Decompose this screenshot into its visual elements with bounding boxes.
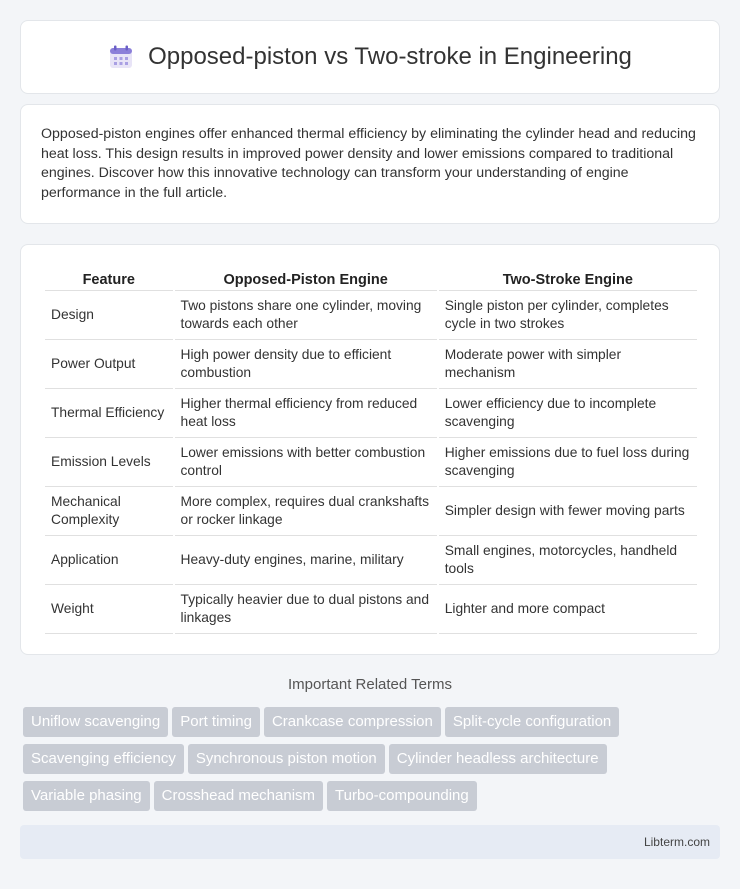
two-stroke-cell: Lighter and more compact (439, 585, 697, 634)
related-term-tag[interactable]: Synchronous piston motion (188, 744, 385, 774)
related-term-tag[interactable]: Turbo-compounding (327, 781, 477, 811)
feature-cell: Application (45, 536, 173, 585)
related-term-tag[interactable]: Uniflow scavenging (23, 707, 168, 737)
table-row (45, 291, 697, 340)
opposed-piston-cell: Typically heavier due to dual pistons and linkages (175, 585, 437, 634)
header-feature: Feature (45, 265, 173, 291)
feature-cell: Power Output (45, 340, 173, 389)
table-row (45, 487, 697, 536)
related-term-tag[interactable]: Variable phasing (23, 781, 150, 811)
comparison-card (20, 244, 720, 655)
related-term-tag[interactable]: Split-cycle configuration (445, 707, 619, 737)
related-term-tag[interactable]: Scavenging efficiency (23, 744, 184, 774)
header (20, 20, 720, 94)
calendar-icon (108, 44, 134, 70)
feature-cell: Emission Levels (45, 438, 173, 487)
related-term-tag[interactable]: Port timing (172, 707, 260, 737)
table-row (45, 585, 697, 634)
related-term-tag[interactable]: Cylinder headless architecture (389, 744, 607, 774)
table-row (45, 389, 697, 438)
intro-text: Opposed-piston engines offer enhanced thermal efficiency by eliminating the cylinder head and reducing heat loss. This design results in improved power density and lower emissions compared to traditional engines. Discover how this innovative technology can transform your understanding of engine performance in the full article. (41, 126, 696, 201)
related-terms-list (23, 707, 723, 818)
related-term-tag[interactable]: Crankcase compression (264, 707, 441, 737)
related-term-tag[interactable]: Crosshead mechanism (154, 781, 323, 811)
header-opposed-piston: Opposed-Piston Engine (175, 265, 437, 291)
two-stroke-cell: Higher emissions due to fuel loss during scavenging (439, 438, 697, 487)
opposed-piston-cell: Higher thermal efficiency from reduced heat loss (175, 389, 437, 438)
opposed-piston-cell: High power density due to efficient combustion (175, 340, 437, 389)
table-row (45, 438, 697, 487)
footer (20, 825, 720, 859)
two-stroke-cell: Single piston per cylinder, completes cycle in two strokes (439, 291, 697, 340)
two-stroke-cell: Moderate power with simpler mechanism (439, 340, 697, 389)
opposed-piston-cell: More complex, requires dual crankshafts or rocker linkage (175, 487, 437, 536)
two-stroke-cell: Small engines, motorcycles, handheld tools (439, 536, 697, 585)
comparison-table (43, 265, 699, 634)
two-stroke-cell: Simpler design with fewer moving parts (439, 487, 697, 536)
feature-cell: Weight (45, 585, 173, 634)
opposed-piston-cell: Two pistons share one cylinder, moving towards each other (175, 291, 437, 340)
table-header-row (45, 265, 697, 291)
feature-cell: Design (45, 291, 173, 340)
two-stroke-cell: Lower efficiency due to incomplete scavenging (439, 389, 697, 438)
feature-cell: Thermal Efficiency (45, 389, 173, 438)
feature-cell: Mechanical Complexity (45, 487, 173, 536)
opposed-piston-cell: Lower emissions with better combustion control (175, 438, 437, 487)
footer-site-link[interactable]: Libterm.com (643, 835, 710, 849)
intro-card (20, 104, 720, 224)
page-title: Opposed-piston vs Two-stroke in Engineering (148, 43, 632, 70)
table-row (45, 340, 697, 389)
related-terms-title: Important Related Terms (288, 676, 452, 693)
opposed-piston-cell: Heavy-duty engines, marine, military (175, 536, 437, 585)
table-row (45, 536, 697, 585)
header-two-stroke: Two-Stroke Engine (439, 265, 697, 291)
